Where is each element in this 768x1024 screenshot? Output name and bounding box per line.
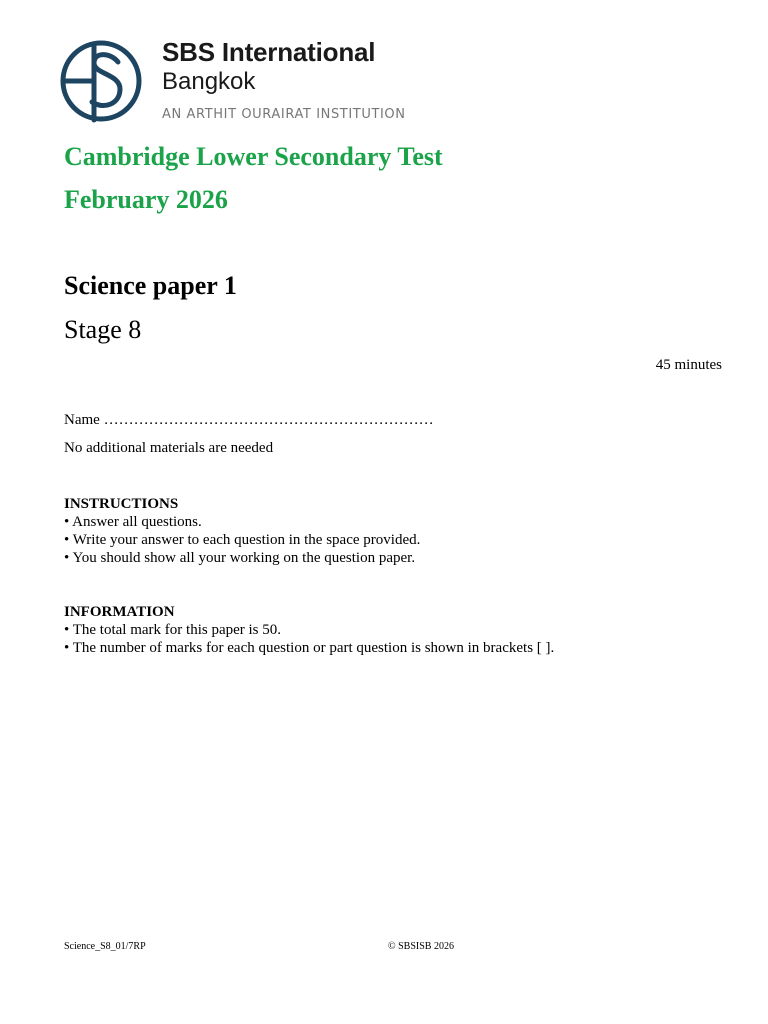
logo-tagline: AN ARTHIT OURAIRAT INSTITUTION	[162, 107, 406, 122]
test-title: Cambridge Lower Secondary Test	[64, 142, 443, 171]
list-item: • Write your answer to each question in the space provided.	[64, 532, 421, 548]
stage-label: Stage 8	[64, 315, 142, 344]
list-item: • Answer all questions.	[64, 514, 202, 530]
instructions-section	[64, 495, 420, 567]
duration-label: 45 minutes	[655, 357, 722, 373]
information-heading: INFORMATION	[64, 604, 175, 620]
copyright: © SBSISB 2026	[388, 941, 454, 952]
paper-title: Science paper 1	[64, 271, 237, 300]
list-item: • You should show all your working on the question paper.	[64, 550, 416, 566]
logo-city: Bangkok	[162, 68, 256, 95]
logo-name: SBS International	[162, 37, 376, 67]
name-field-line: Name …………………………………………………………	[64, 412, 434, 428]
information-list	[64, 621, 554, 657]
instructions-heading: INSTRUCTIONS	[64, 496, 179, 512]
materials-note: No additional materials are needed	[64, 440, 274, 456]
school-logo	[58, 37, 418, 130]
list-item: • The number of marks for each question or part question is shown in brackets [ ].	[64, 640, 555, 656]
information-section	[64, 603, 554, 657]
paper-code: Science_S8_01/7RP	[64, 941, 146, 952]
instructions-list	[64, 513, 420, 567]
list-item: • The total mark for this paper is 50.	[64, 622, 282, 638]
test-date: February 2026	[64, 185, 228, 214]
sbs-monogram-icon	[58, 40, 144, 126]
